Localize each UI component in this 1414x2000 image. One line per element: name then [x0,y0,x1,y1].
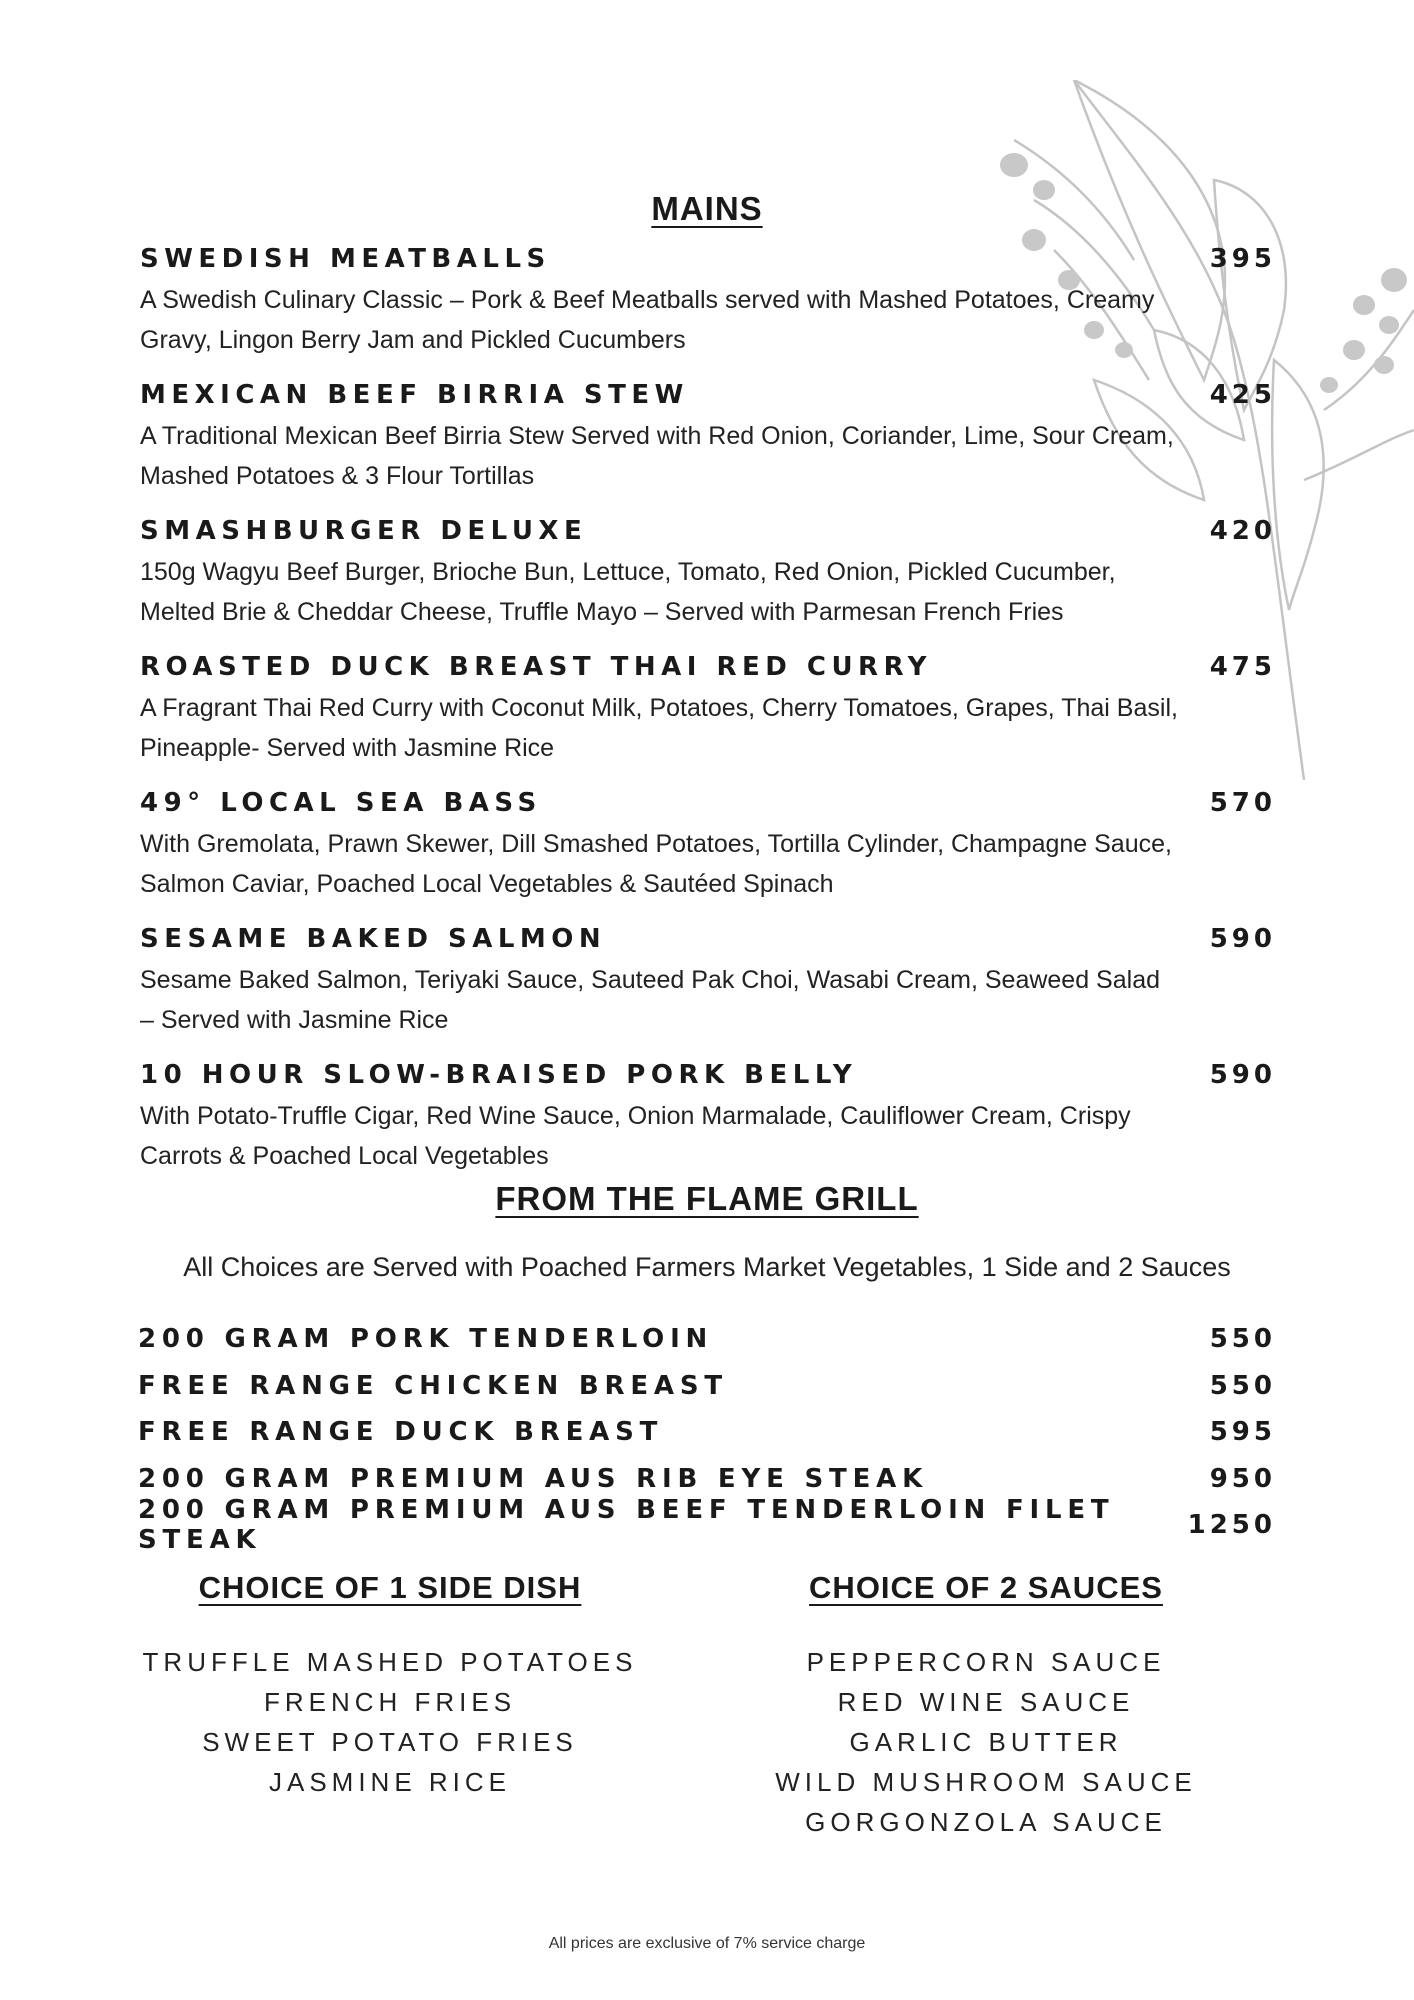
grill-item-price: 550 [1209,1370,1276,1401]
dish-item [140,788,1276,904]
sauces-list [686,1642,1286,1842]
grill-item-name: 200 GRAM PREMIUM AUS BEEF TENDERLOIN FILET STEAK [138,1495,1115,1556]
dish-description: A Swedish Culinary Classic – Pork & Beef Meatballs served with Mashed Potatoes, Creamy Gravy, Lingon Berry Jam and Pickled Cucumbers [140,286,1155,354]
dish-name: SESAME BAKED SALMON [140,924,607,954]
grill-item-price: 595 [1209,1417,1276,1448]
dish-item [140,1060,1276,1176]
grill-item-price: 550 [1209,1324,1276,1355]
sauce-item: RED WINE SAUCE [837,1687,1135,1717]
dish-description: 150g Wagyu Beef Burger, Brioche Bun, Lettuce, Tomato, Red Onion, Pickled Cucumber, Melted Brie & Cheddar Cheese, Truffle Mayo – Served with Parmesan French Fries [140,558,1116,626]
side-dish-list [90,1642,690,1802]
sauces-section [686,1570,1286,1842]
grill-title [0,1180,1414,1218]
dish-price: 590 [1209,1060,1276,1090]
dish-price: 570 [1209,788,1276,818]
grill-list [138,1316,1276,1556]
dish-item [140,244,1276,360]
dish-price: 475 [1209,652,1276,682]
grill-item [138,1409,1276,1456]
dish-price: 590 [1209,924,1276,954]
dish-price: 395 [1209,244,1276,274]
mains-title [0,190,1414,228]
service-charge-note: All prices are exclusive of 7% service charge [548,1935,866,1952]
grill-item-price: 1250 [1187,1510,1276,1541]
side-dish-section [90,1570,690,1802]
dish-description: A Fragrant Thai Red Curry with Coconut Milk, Potatoes, Cherry Tomatoes, Grapes, Thai Basil, Pineapple- Served with Jasmine Rice [140,694,1178,762]
mains-list [140,244,1276,1196]
dish-name: MEXICAN BEEF BIRRIA STEW [140,380,689,410]
dish-item [140,652,1276,768]
dish-price: 425 [1209,380,1276,410]
side-dish-item: JASMINE RICE [268,1767,512,1797]
dish-item [140,924,1276,1040]
sauce-item: GORGONZOLA SAUCE [805,1807,1167,1837]
dish-description: With Gremolata, Prawn Skewer, Dill Smashed Potatoes, Tortilla Cylinder, Champagne Sauce, Salmon Caviar, Poached Local Vegetables & Sautéed Spinach [140,830,1172,898]
sauce-item: GARLIC BUTTER [849,1727,1123,1757]
dish-item [140,380,1276,496]
dish-description: With Potato-Truffle Cigar, Red Wine Sauce, Onion Marmalade, Cauliflower Cream, Crispy Carrots & Poached Local Vegetables [140,1102,1131,1170]
dish-description: A Traditional Mexican Beef Birria Stew Served with Red Onion, Coriander, Lime, Sour Cream, Mashed Potatoes & 3 Flour Tortillas [140,422,1174,490]
sauces-title: CHOICE OF 2 SAUCES [809,1570,1163,1605]
grill-item-name: 200 GRAM PREMIUM AUS RIB EYE STEAK [138,1463,929,1494]
sauce-item: PEPPERCORN SAUCE [806,1647,1166,1677]
side-dish-item: FRENCH FRIES [263,1687,517,1717]
grill-item-price: 950 [1209,1463,1276,1494]
dish-name: 10 HOUR SLOW-BRAISED PORK BELLY [140,1060,858,1090]
mains-title-text: MAINS [651,190,763,227]
side-dish-item: SWEET POTATO FRIES [202,1727,578,1757]
grill-item-name: FREE RANGE CHICKEN BREAST [138,1370,728,1401]
grill-item-name: FREE RANGE DUCK BREAST [138,1417,664,1448]
side-dish-item: TRUFFLE MASHED POTATOES [142,1647,638,1677]
dish-name: 49° LOCAL SEA BASS [140,788,542,818]
dish-name: ROASTED DUCK BREAST THAI RED CURRY [140,652,933,682]
grill-title-text: FROM THE FLAME GRILL [495,1180,919,1217]
grill-item [138,1495,1276,1556]
side-dish-title: CHOICE OF 1 SIDE DISH [198,1570,582,1605]
dish-price: 420 [1209,516,1276,546]
dish-name: SMASHBURGER DELUXE [140,516,588,546]
dish-item [140,516,1276,632]
sauce-item: WILD MUSHROOM SAUCE [775,1767,1197,1797]
dish-name: SWEDISH MEATBALLS [140,244,551,274]
grill-item [138,1363,1276,1410]
dish-description: Sesame Baked Salmon, Teriyaki Sauce, Sauteed Pak Choi, Wasabi Cream, Seaweed Salad – Served with Jasmine Rice [140,966,1160,1034]
grill-intro: All Choices are Served with Poached Farmers Market Vegetables, 1 Side and 2 Sauces [183,1252,1231,1282]
grill-item-name: 200 GRAM PORK TENDERLOIN [138,1324,714,1355]
grill-item [138,1316,1276,1363]
